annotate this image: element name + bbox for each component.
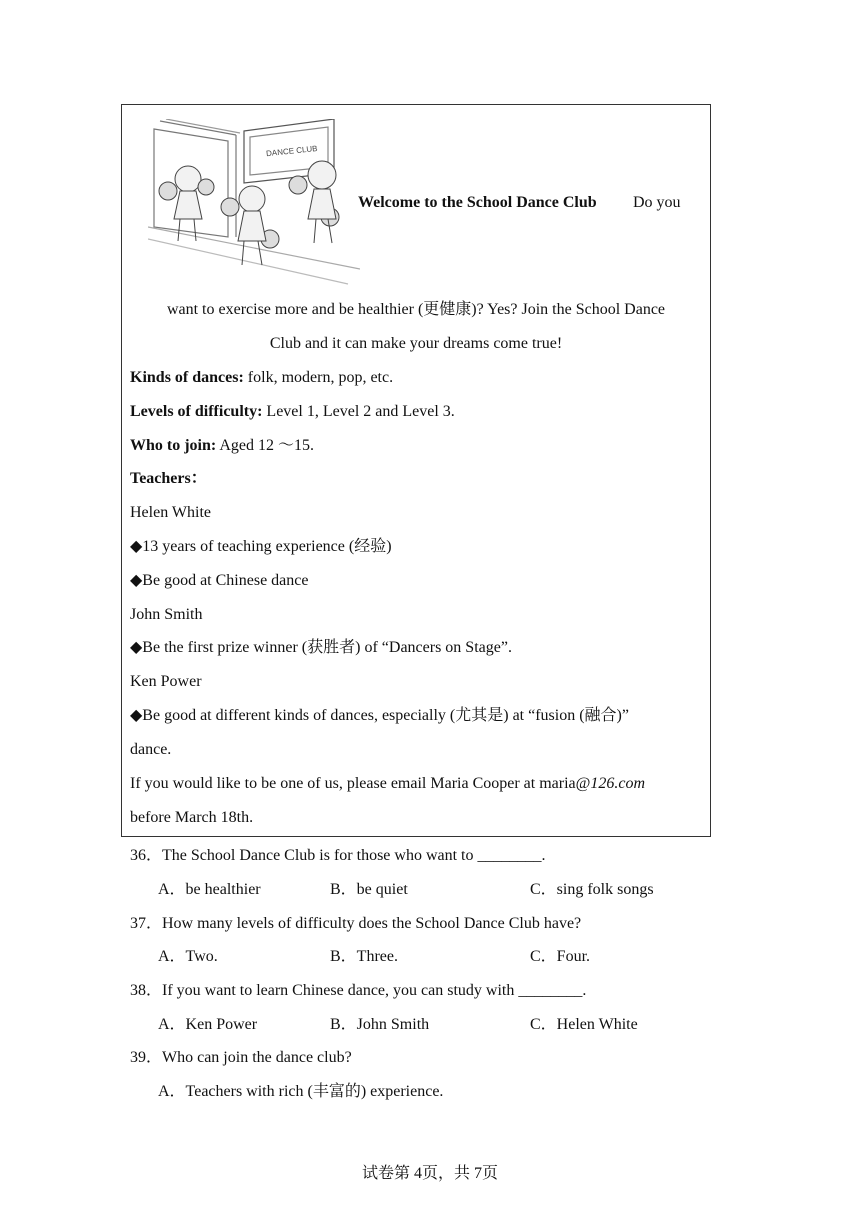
sign-text: DANCE CLUB [265,143,318,159]
question-37-option-a[interactable]: A．Two. [158,948,218,965]
question-38-option-c[interactable]: C．Helen White [530,1016,638,1033]
dance-club-illustration [148,119,360,285]
levels-value: Level 1, Level 2 and Level 3. [262,403,455,420]
teacher-2-name: John Smith [130,606,203,623]
kinds-value: folk, modern, pop, etc. [243,369,394,386]
question-37-stem: 37．How many levels of difficulty does the School Dance Club have? [130,915,582,932]
teacher-1-fact-2: ◆Be good at Chinese dance [130,572,309,589]
intro-tail: Do you [633,194,681,211]
question-38-option-b[interactable]: B．John Smith [330,1016,430,1033]
contact-email-domain: 126.com [590,775,646,792]
question-39-stem: 39．Who can join the dance club? [130,1049,352,1066]
question-36-stem: 36．The School Dance Club is for those who want to ________. [130,847,546,864]
teacher-3-fact-1-line-1: ◆Be good at different kinds of dances, especially (尤其是) at “fusion (融合)” [130,707,629,724]
reading-passage-box [121,104,711,837]
question-36-option-b[interactable]: B．be quiet [330,881,408,898]
teacher-1-fact-1: ◆13 years of teaching experience (经验) [130,538,392,555]
levels-label: Levels of difficulty: [130,403,263,420]
question-39-option-a[interactable]: A．Teachers with rich (丰富的) experience. [158,1083,444,1100]
who-to-join [130,436,314,456]
question-37-option-b[interactable]: B．Three. [330,948,398,965]
question-36-option-c[interactable]: C．sing folk songs [530,881,654,898]
contact-prefix: If you would like to be one of us, please email Maria Cooper at maria@ [130,775,591,792]
question-38-option-a[interactable]: A．Ken Power [158,1016,258,1033]
teachers-label: Teachers： [130,470,207,487]
who-label: Who to join: [130,437,217,454]
kinds-label: Kinds of dances: [130,369,244,386]
intro-line-3: Club and it can make your dreams come true! [269,335,563,352]
levels-of-difficulty [130,402,455,422]
question-37-option-c[interactable]: C．Four. [530,948,591,965]
teacher-3-fact-1-line-2: dance. [130,741,172,758]
teacher-3-name: Ken Power [130,673,202,690]
teacher-1-name: Helen White [130,504,212,521]
contact-line-2: before March 18th. [130,809,254,826]
page-footer: 试卷第 4页，共 7页 [361,1165,498,1182]
teacher-2-fact-1: ◆Be the first prize winner (获胜者) of “Dancers on Stage”. [130,639,512,656]
question-36-option-a[interactable]: A．be healthier [158,881,261,898]
who-value: Aged 12 ～15. [216,437,315,454]
contact-line-1 [130,774,645,794]
passage-heading: Welcome to the School Dance Club [358,194,597,211]
question-38-stem: 38．If you want to learn Chinese dance, you can study with ________. [130,982,587,999]
intro-line-2: want to exercise more and be healthier (更健康)? Yes? Join the School Dance [166,301,666,318]
kinds-of-dances [130,368,393,388]
